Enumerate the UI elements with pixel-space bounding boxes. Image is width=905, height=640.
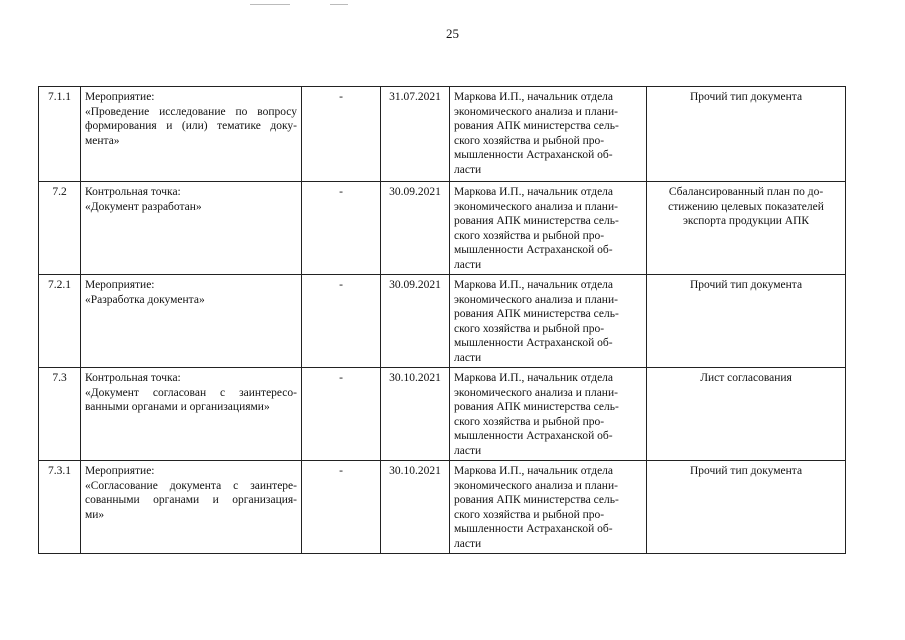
start-date: -	[339, 279, 343, 291]
responsible-line: ласти	[454, 258, 482, 271]
item-title-cell	[81, 368, 302, 461]
responsible-cell	[450, 87, 647, 182]
responsible-cell	[450, 182, 647, 275]
responsible-cell	[450, 461, 647, 554]
item-number: 7.3.1	[48, 465, 71, 477]
responsible-line: мышленности Астраханской об-	[454, 430, 613, 442]
responsible-line: рования АПК министерства сель-	[454, 215, 619, 227]
item-title-line: сованными органами и организация-	[85, 494, 297, 506]
item-title-cell	[81, 461, 302, 554]
item-title-line: мента»	[85, 134, 120, 147]
plan-table-body	[39, 87, 846, 554]
responsible-line: мышленности Астраханской об-	[454, 149, 613, 161]
item-title-line: ванными органами и организациями»	[85, 401, 270, 413]
responsible-cell	[450, 275, 647, 368]
responsible-line: Маркова И.П., начальник отдела	[454, 279, 614, 291]
responsible-line: мышленности Астраханской об-	[454, 337, 613, 349]
responsible-line: экономического анализа и плани-	[454, 293, 618, 306]
responsible-line: ского хозяйства и рыбной про-	[454, 229, 605, 242]
item-title-line: «Согласование документа с заинтере-	[85, 479, 297, 492]
table-row	[39, 87, 846, 182]
responsible-line: рования АПК министерства сель-	[454, 401, 619, 413]
document-type-cell	[647, 87, 846, 182]
responsible-line: ласти	[454, 537, 482, 550]
scan-artifact	[250, 4, 290, 5]
page-number: 25	[446, 26, 459, 41]
responsible-line: Маркова И.П., начальник отдела	[454, 91, 614, 103]
start-date-cell	[302, 275, 381, 368]
item-number-cell	[39, 87, 81, 182]
responsible-line: рования АПК министерства сель-	[454, 120, 619, 132]
end-date-cell	[381, 87, 450, 182]
item-title-line: формирования и (или) тематике доку-	[85, 120, 297, 132]
responsible-line: ского хозяйства и рыбной про-	[454, 415, 605, 428]
document-type-line: Прочий тип документа	[689, 279, 803, 291]
item-title-cell	[81, 87, 302, 182]
document-type-cell	[647, 182, 846, 275]
item-number-cell	[39, 275, 81, 368]
item-title-line: Мероприятие:	[85, 465, 155, 477]
end-date-cell	[381, 182, 450, 275]
document-type-cell	[647, 275, 846, 368]
responsible-line: ласти	[454, 444, 482, 457]
item-number-cell	[39, 368, 81, 461]
document-type-line: Прочий тип документа	[689, 91, 803, 103]
table-row	[39, 368, 846, 461]
responsible-line: ского хозяйства и рыбной про-	[454, 322, 605, 335]
item-title-line: Контрольная точка:	[85, 186, 181, 198]
item-title-line: ми»	[85, 508, 105, 521]
document-type-cell	[647, 368, 846, 461]
responsible-line: Маркова И.П., начальник отдела	[454, 372, 614, 384]
item-number: 7.3	[52, 372, 67, 384]
item-title-line: «Проведение исследование по вопросу	[85, 105, 297, 118]
responsible-line: Маркова И.П., начальник отдела	[454, 186, 614, 198]
item-number: 7.2.1	[48, 279, 71, 291]
start-date-cell	[302, 182, 381, 275]
end-date-cell	[381, 461, 450, 554]
document-type-cell	[647, 461, 846, 554]
responsible-line: ского хозяйства и рыбной про-	[454, 508, 605, 521]
end-date: 31.07.2021	[389, 91, 441, 103]
item-title-line: «Документ разработан»	[85, 200, 202, 213]
plan-table	[38, 86, 846, 554]
item-title-line: Мероприятие:	[85, 279, 155, 291]
responsible-cell	[450, 368, 647, 461]
item-title-cell	[81, 182, 302, 275]
document-type-line: Прочий тип документа	[689, 465, 803, 477]
document-type-line: экспорта продукции АПК	[682, 215, 810, 227]
item-number-cell	[39, 182, 81, 275]
item-title-line: «Разработка документа»	[85, 293, 205, 306]
end-date: 30.09.2021	[389, 186, 441, 198]
end-date: 30.10.2021	[389, 465, 441, 477]
end-date: 30.10.2021	[389, 372, 441, 384]
end-date: 30.09.2021	[389, 279, 441, 291]
start-date-cell	[302, 368, 381, 461]
document-type-line: Сбалансированный план по до-	[668, 186, 824, 198]
responsible-line: мышленности Астраханской об-	[454, 244, 613, 256]
start-date-cell	[302, 461, 381, 554]
end-date-cell	[381, 368, 450, 461]
scan-artifact	[330, 4, 348, 5]
responsible-line: рования АПК министерства сель-	[454, 308, 619, 320]
document-type-line: стижению целевых показателей	[668, 200, 824, 213]
item-title-line: Мероприятие:	[85, 91, 155, 103]
start-date: -	[339, 186, 343, 198]
item-number-cell	[39, 461, 81, 554]
responsible-line: экономического анализа и плани-	[454, 200, 618, 213]
end-date-cell	[381, 275, 450, 368]
responsible-line: Маркова И.П., начальник отдела	[454, 465, 614, 477]
responsible-line: рования АПК министерства сель-	[454, 494, 619, 506]
responsible-line: экономического анализа и плани-	[454, 386, 618, 399]
table-row	[39, 461, 846, 554]
table-row	[39, 182, 846, 275]
responsible-line: ского хозяйства и рыбной про-	[454, 134, 605, 147]
start-date: -	[339, 372, 343, 384]
start-date: -	[339, 465, 343, 477]
responsible-line: ласти	[454, 351, 482, 364]
item-number: 7.2	[52, 186, 67, 198]
item-title-line: Контрольная точка:	[85, 372, 181, 384]
responsible-line: экономического анализа и плани-	[454, 105, 618, 118]
responsible-line: мышленности Астраханской об-	[454, 523, 613, 535]
item-title-cell	[81, 275, 302, 368]
responsible-line: экономического анализа и плани-	[454, 479, 618, 492]
item-number: 7.1.1	[48, 91, 71, 103]
table-row	[39, 275, 846, 368]
responsible-line: ласти	[454, 163, 482, 176]
item-title-line: «Документ согласован с заинтересо-	[85, 386, 297, 399]
document-type-line: Лист согласования	[700, 372, 792, 384]
start-date: -	[339, 91, 343, 103]
start-date-cell	[302, 87, 381, 182]
